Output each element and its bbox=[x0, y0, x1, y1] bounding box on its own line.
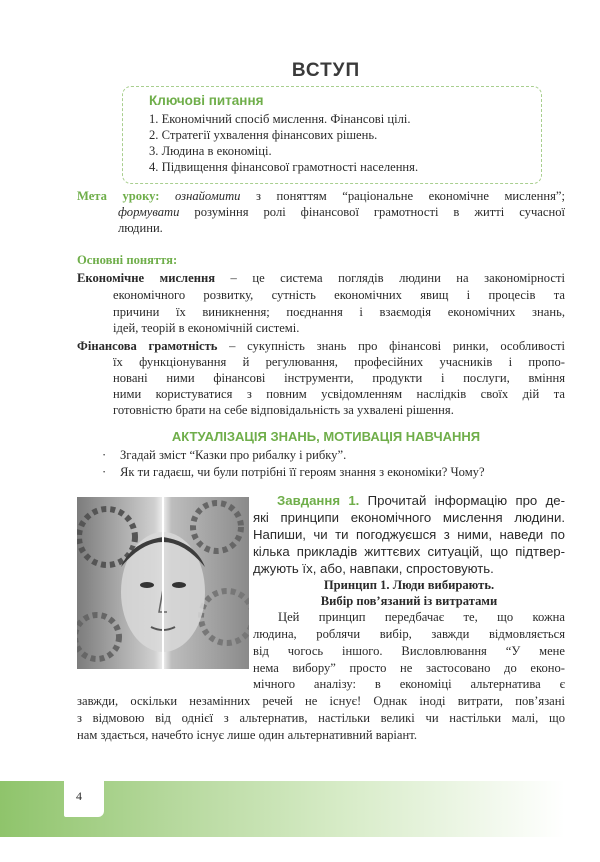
fin-line-1 bbox=[77, 338, 565, 354]
goal-line-3: людини. bbox=[118, 221, 163, 235]
key-question-item: 3. Людина в економіці. bbox=[149, 144, 272, 158]
goal-line-2 bbox=[118, 204, 565, 220]
bullet-icon: · bbox=[102, 448, 107, 462]
task-line: Напиши, чи ти погоджуєшся з ними, наведи по bbox=[253, 527, 565, 542]
concepts-heading: Основні поняття: bbox=[77, 253, 178, 267]
page-title: ВСТУП bbox=[291, 60, 361, 81]
gears-face-image bbox=[77, 497, 249, 669]
principle-line: людина, роблячи вибір, завжди відмовляється bbox=[253, 627, 565, 641]
goal-text: розуміння ролі фінансової грамотності в житті сучасної bbox=[194, 205, 565, 219]
principle-line: від чогось іншого. Висловлювання “У мене bbox=[253, 644, 565, 658]
motivation-bullet: Згадай зміст “Казки про рибалку і рибку”. bbox=[120, 448, 347, 462]
fin-line: новані ними фінансові інструменти, продукти і послуги, вміння bbox=[113, 371, 565, 385]
fin-line: готовністю брати на себе відповідальність за ухвалені рішення. bbox=[113, 403, 454, 417]
goal-verb-2: формувати bbox=[118, 205, 180, 219]
goal-label: Мета уроку: bbox=[77, 189, 160, 203]
econ-line: ідей, теорій в економічній системі. bbox=[113, 321, 300, 335]
econ-term: Економічне мислення bbox=[77, 271, 216, 285]
key-question-item: 1. Економічний спосіб мислення. Фінансові цілі. bbox=[149, 112, 411, 126]
task-label: Завдання 1. bbox=[277, 493, 360, 508]
fin-line: їх функціонування й регулювання, професійних учасників і пропо- bbox=[113, 355, 565, 369]
motivation-heading: АКТУАЛІЗАЦІЯ ЗНАНЬ, МОТИВАЦІЯ НАВЧАННЯ bbox=[171, 429, 481, 444]
principle-line: завжди, оскільки незамінних речей не існує! Однак іноді витрати, пов’язані bbox=[77, 694, 565, 708]
fin-term: Фінансова грамотність bbox=[77, 339, 218, 353]
principle-title: Вибір пов’язаний із витратами bbox=[320, 594, 498, 608]
task-line: кілька прикладів життєвих ситуацій, що підтвер- bbox=[253, 544, 565, 559]
principle-line: мічного аналізу: в економіці альтернатива є bbox=[253, 677, 565, 691]
econ-line: причини їх виникнення; поєднання і взаємодія економічних знань, bbox=[113, 305, 565, 319]
principle-title: Принцип 1. Люди вибирають. bbox=[323, 578, 495, 592]
econ-line-1 bbox=[77, 270, 565, 286]
page-number: 4 bbox=[76, 789, 82, 803]
principle-line: Цей принцип передбачає те, що кожна bbox=[278, 610, 565, 624]
key-question-item: 4. Підвищення фінансової грамотності населення. bbox=[149, 160, 419, 174]
goal-verb-1: ознайомити bbox=[175, 189, 241, 203]
motivation-bullet: Як ти гадаєш, чи були потрібні її героям знання з економіки? Чому? bbox=[120, 465, 485, 479]
bullet-icon: · bbox=[102, 465, 107, 479]
task-line: джують їх, або, навпаки, спростовують. bbox=[253, 561, 494, 576]
face-with-gears-illustration bbox=[77, 497, 249, 669]
principle-line: з відмовою від однієї з альтернатив, настільки великі чи настільки малі, що bbox=[77, 711, 565, 725]
task-line: які принципи економічного мислення людини. bbox=[253, 510, 565, 525]
fin-text: – сукупність знань про фінансові ринки, особливості bbox=[229, 339, 565, 353]
principle-line: нам здається, начебто існує лише один альтернативний варіант. bbox=[77, 728, 417, 742]
fin-line: ними користуватися з повним усвідомленням наслідків своїх дій та bbox=[113, 387, 565, 401]
key-questions-heading: Ключові питання bbox=[149, 93, 264, 108]
econ-line: економічного розвитку, сутність економічних явищ і процесів та bbox=[113, 288, 565, 302]
principle-line: нема вибору” просто не застосовано до еконо- bbox=[253, 661, 565, 675]
goal-line-1 bbox=[77, 188, 565, 204]
page-number-tab bbox=[64, 781, 104, 817]
econ-text: – це система поглядів людини на закономірності bbox=[230, 271, 565, 285]
key-question-item: 2. Стратегії ухвалення фінансових рішень. bbox=[149, 128, 378, 142]
task-text: Прочитай інформацію про де- bbox=[367, 493, 565, 508]
task-line-1 bbox=[277, 493, 565, 509]
goal-text: з поняттям “раціональне економічне мислення”; bbox=[256, 189, 565, 203]
